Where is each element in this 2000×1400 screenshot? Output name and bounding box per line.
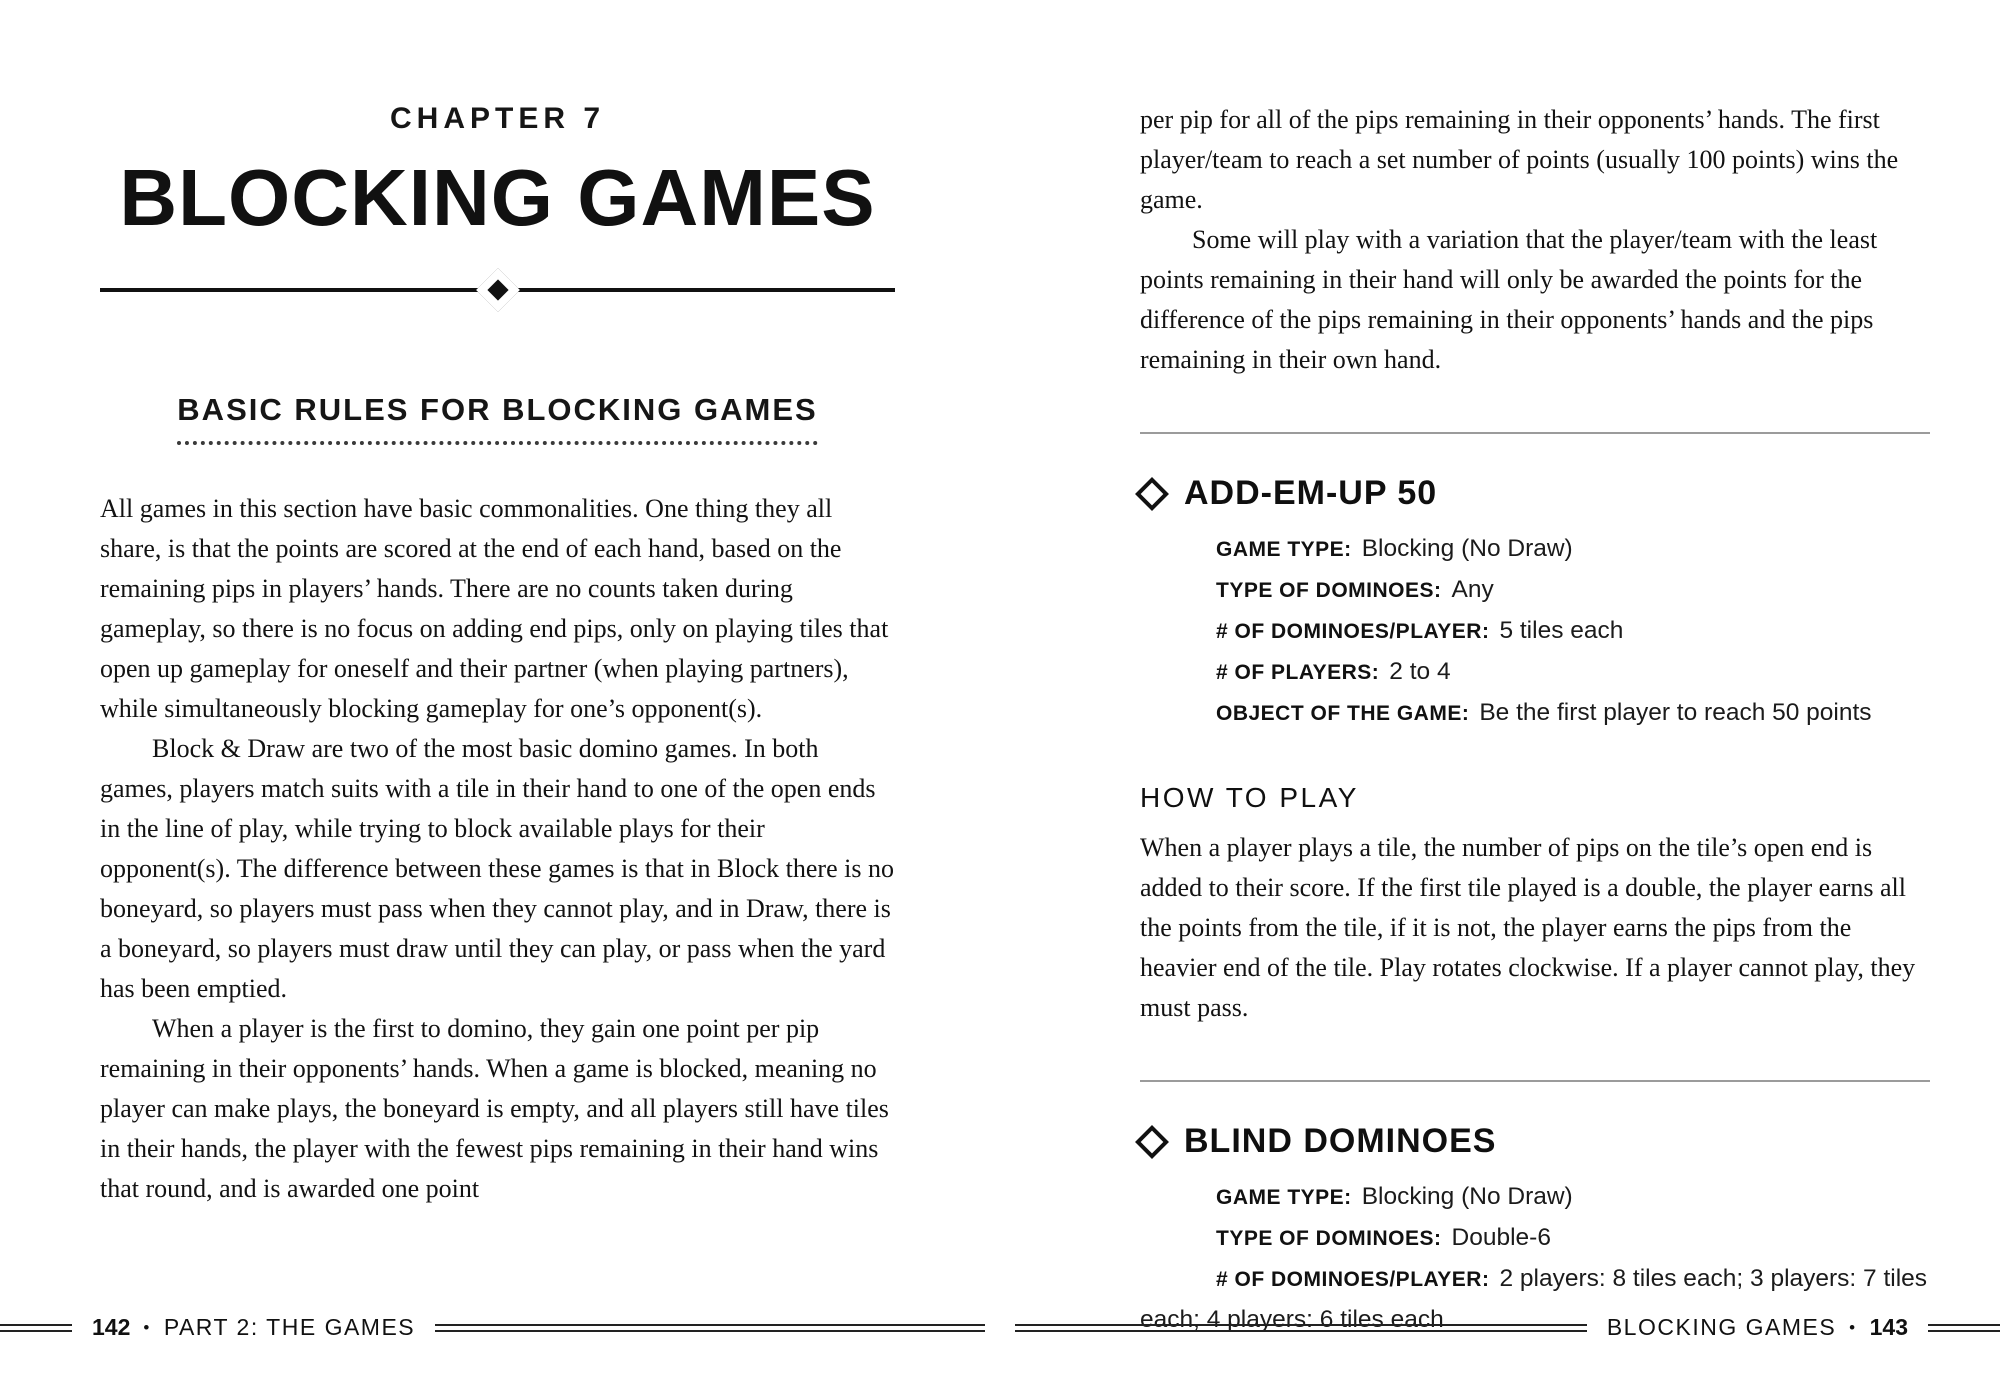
right-body-text [1140,100,1930,380]
game-title: BLIND DOMINOES [1184,1122,1497,1160]
info-row [1140,1177,1930,1218]
info-value: 2 players: 8 tiles each; 3 players: 7 tiles each; 4 players: 6 tiles each [1140,1265,1928,1333]
game-info-list [1140,529,1930,734]
info-label: GAME TYPE: [1216,1186,1352,1209]
paragraph: When a player plays a tile, the number of pips on the tile’s open end is added to their score. If the first tile played is a double, the player earns all the points from the tile, if it is not, the player earns the pips from the heavier end of the tile. Play rotates clockwise. If a player cannot play, they must pass. [1140,833,1916,1022]
game-section-add-em-up-50 [1140,474,1930,1028]
info-label: GAME TYPE: [1216,538,1352,561]
game-section-blind-dominoes [1140,1122,1930,1340]
footer-rule-stub [0,1324,72,1332]
bullet-separator: • [143,1317,151,1337]
page-number: 142 [92,1314,131,1340]
info-value: 5 tiles each [1499,617,1624,644]
footer-label: BLOCKING GAMES [1606,1314,1837,1340]
info-label: TYPE OF DOMINOES: [1216,1227,1442,1250]
paragraph: Some will play with a variation that the player/team with the least points remaining in their hand will only be awarded the points for the difference of the pips remaining in their opponents’ hands and the pips remaining in their own hand. [1140,225,1878,374]
footer-label: PART 2: THE GAMES [163,1314,416,1340]
info-row [1140,529,1930,570]
info-label: # OF DOMINOES/PLAYER: [1216,620,1490,643]
chapter-title: BLOCKING GAMES [119,153,876,242]
footer-rule [435,1324,985,1332]
info-row [1140,693,1930,734]
info-row [1140,570,1930,611]
footer-left [0,1314,985,1341]
info-label: # OF DOMINOES/PLAYER: [1216,1268,1490,1291]
diamond-icon [476,268,520,312]
how-to-play-heading: HOW TO PLAY [1140,782,1359,813]
footer-right [1015,1314,2000,1341]
paragraph: All games in this section have basic commonalities. One thing they all share, is that the points are scored at the end of each hand, based on the remaining pips in players’ hands. There are no counts taken during gameplay, so there is no focus on adding end pips, only on playing tiles that open up gameplay for oneself and their partner (when playing partners), while simultaneously blocking gameplay for one’s opponent(s). [100,494,889,723]
title-divider-rule [100,288,895,292]
diamond-outline-icon [1135,1125,1169,1159]
info-value: Double-6 [1451,1224,1551,1251]
info-row [1140,1218,1930,1259]
info-value: Blocking (No Draw) [1361,535,1573,562]
section-heading-wrap [100,392,895,445]
info-value: 2 to 4 [1389,658,1451,685]
footer-rule [1015,1324,1587,1332]
info-label: # OF PLAYERS: [1216,661,1380,684]
game-title-row [1140,1122,1930,1161]
section-heading: BASIC RULES FOR BLOCKING GAMES [177,392,817,445]
info-label: TYPE OF DOMINOES: [1216,579,1442,602]
info-row [1140,611,1930,652]
game-title: ADD-EM-UP 50 [1184,474,1438,512]
left-body-text [100,489,895,1209]
info-label: OBJECT OF THE GAME: [1216,702,1470,725]
page-number: 143 [1869,1314,1908,1340]
chapter-label: CHAPTER 7 [389,102,606,135]
info-value: Blocking (No Draw) [1361,1183,1573,1210]
paragraph: per pip for all of the pips remaining in their opponents’ hands. The first player/team to reach a set number of points (usually 100 points) wins the game. [1140,105,1899,214]
right-page-column [1140,0,1930,1340]
info-value: Any [1451,576,1494,603]
info-value: Be the first player to reach 50 points [1479,699,1872,726]
section-rule [1140,432,1930,434]
left-page-column [100,0,895,1209]
footer-right-text [1607,1314,1908,1341]
page-footer [0,1314,2000,1348]
game-title-row [1140,474,1930,513]
paragraph: When a player is the first to domino, they gain one point per pip remaining in their opponents’ hands. When a game is blocked, meaning no player can make plays, the boneyard is empty, and all players still have tiles in their hands, the player with the fewest pips remaining in their hand wins that round, and is awarded one point [100,1014,889,1203]
section-rule [1140,1080,1930,1082]
info-row [1140,652,1930,693]
footer-rule-stub [1928,1324,2000,1332]
diamond-outline-icon [1135,477,1169,511]
how-to-play-text [1140,828,1930,1028]
bullet-separator: • [1849,1317,1857,1337]
footer-left-text [92,1314,415,1341]
paragraph: Block & Draw are two of the most basic domino games. In both games, players match suits with a tile in their hand to one of the open ends in the line of play, while trying to block available plays for their opponent(s). The difference between these games is that in Block there is no boneyard, so players must pass when they cannot play, and in Draw, there is a boneyard, so players must draw until they can play, or pass when the yard has been emptied. [100,734,894,1003]
